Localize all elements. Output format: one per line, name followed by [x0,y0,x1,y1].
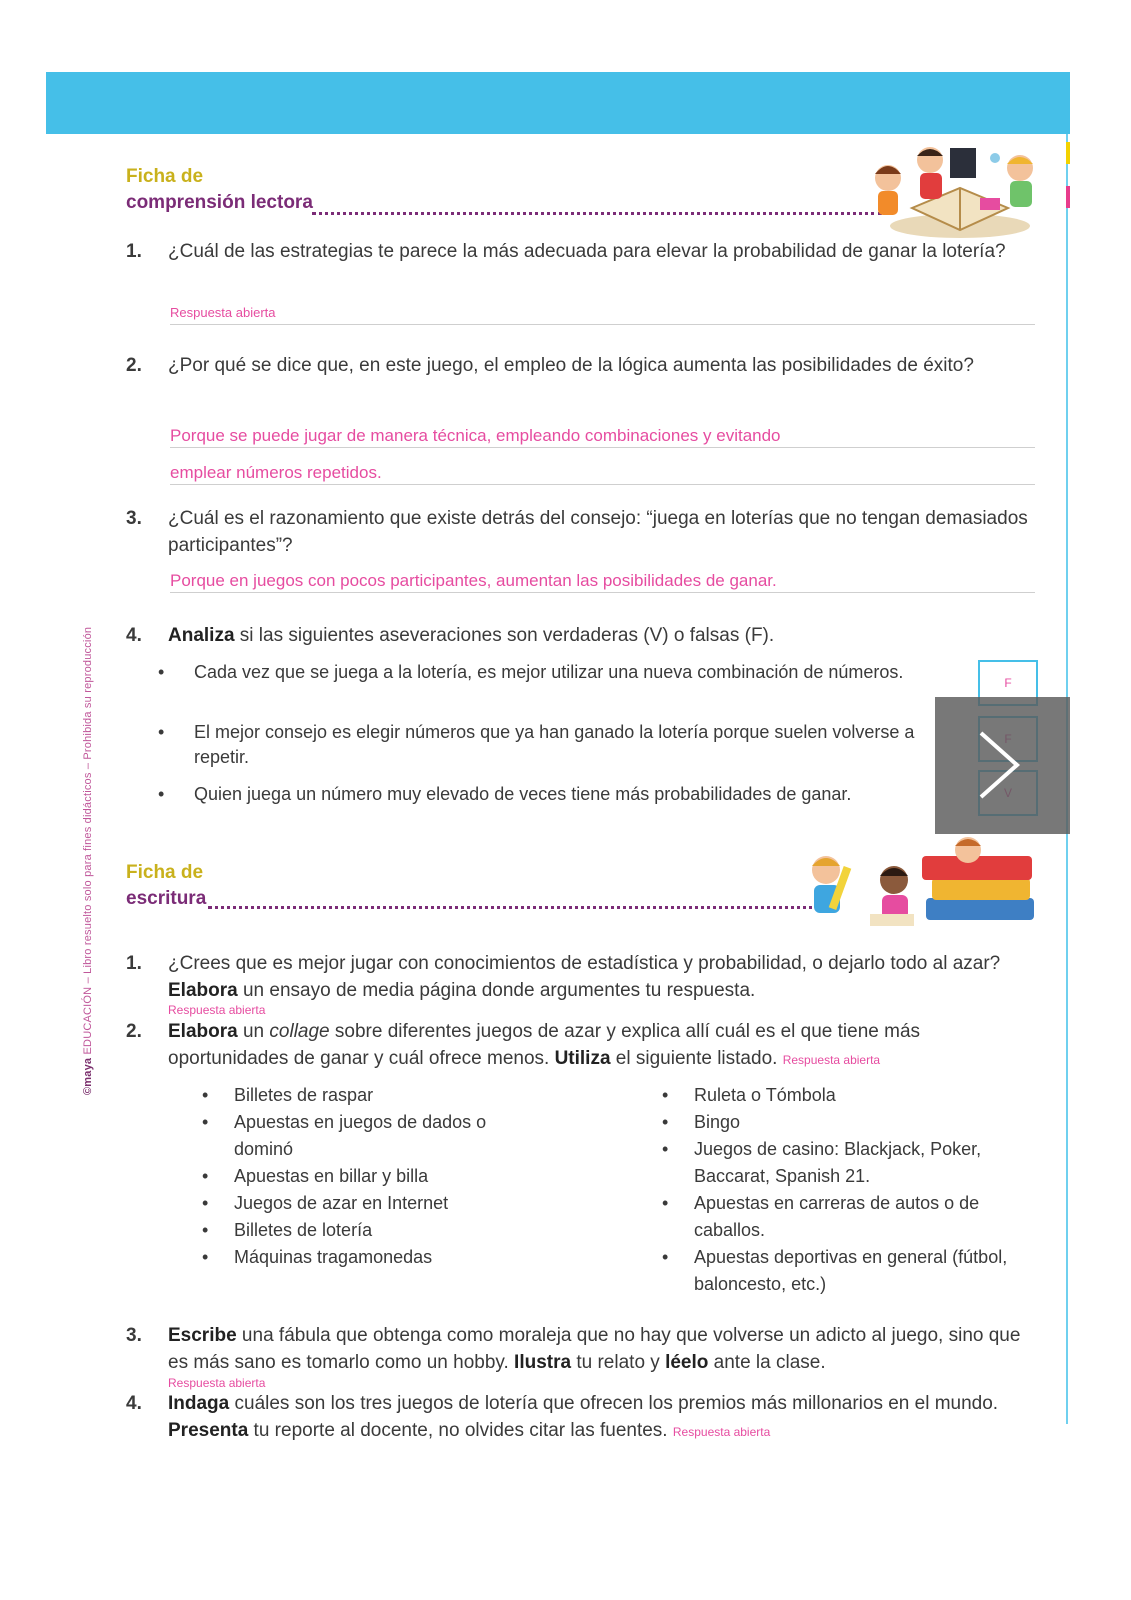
section-title-line2: comprensión lectora [126,192,313,213]
list-item: • Apuestas en carreras de autos o de caballos. [662,1193,980,1240]
question-3-comprension [126,505,1036,559]
list-item-text: Billetes de lotería [234,1220,373,1240]
list-item: • Máquinas tragamonedas [202,1247,433,1267]
question-text-part: una fábula que obtenga como moraleja que no hay que volverse un adicto al juego, sino que es más sano es tomarlo como un hobby. [168,1325,1021,1373]
question-1-escritura [126,950,1036,1004]
publisher-brand: ©maya [82,1057,94,1095]
list-item-text: Apuestas en juegos de dados o dominó [234,1112,487,1159]
list-item: • Ruleta o Tómbola [662,1085,836,1105]
statement-text: El mejor consejo es elegir números que ya han ganado la lotería porque suelen volverse a repetir. [194,722,915,767]
title-dotted-rule [312,212,882,215]
list-item-text: Ruleta o Tómbola [694,1085,836,1105]
list-item: • Juegos de azar en Internet [202,1193,449,1213]
next-page-button[interactable] [935,697,1070,834]
list-item-text: Apuestas deportivas en general (fútbol, baloncesto, etc.) [694,1247,1008,1294]
question-text [168,622,1036,649]
question-text: ¿Cuál es el razonamiento que existe detrás del consejo: “juega en loterías que no tengan demasiados participantes”? [168,508,1028,556]
answer-line-2b: emplear números repetidos. [170,462,1035,485]
answer-line-3: Porque en juegos con pocos participantes, aumentan las posibilidades de ganar. [170,570,1035,593]
margin-tab-pink [1066,186,1070,208]
question-text: ¿Cuál de las estrategias te parece la más adecuada para elevar la probabilidad de ganar la lotería? [168,241,1006,262]
true-false-item-1 [158,660,948,685]
question-text-part: un [237,1021,270,1042]
instruction-verb: Utiliza [554,1048,611,1069]
question-text [168,1018,1036,1074]
question-number: 4. [126,1393,142,1414]
chevron-right-icon [975,729,1023,801]
instruction-verb: léelo [665,1352,709,1373]
question-text-part: cuáles son los tres juegos de lotería que ofrecen los premios más millonarios en el mundo. [229,1393,999,1414]
question-1-comprension [126,238,1036,265]
list-item-text: Juegos de azar en Internet [234,1193,449,1213]
question-text-italic: collage [269,1021,330,1042]
question-3-escritura [126,1322,1036,1376]
section-title-line1: Ficha de [126,862,204,883]
list-item-text: Juegos de casino: Blackjack, Poker, Baccarat, Spanish 21. [694,1139,982,1186]
copyright-side-text [82,627,94,1095]
instruction-verb: Ilustra [514,1352,572,1373]
instruction-verb: Analiza [168,625,235,646]
question-text-part: un ensayo de media página donde argumentes tu respuesta. [237,980,756,1001]
answer-note-3: Respuesta abierta [168,1376,266,1390]
list-item-text: Bingo [694,1112,741,1132]
bullet: • [158,784,165,804]
question-number: 1. [126,953,142,974]
question-text [168,1322,1036,1376]
copyright-text: EDUCACIÓN – Libro resuelto solo para fines didácticos – Prohibida su reproducción [82,626,94,1055]
games-list-left [202,1082,542,1271]
instruction-verb: Escribe [168,1325,237,1346]
children-with-books-illustration [796,836,1040,932]
answer-note-4: Respuesta abierta [672,1425,771,1439]
answer-note-2: Respuesta abierta [782,1053,881,1067]
question-text-part: sobre diferentes juegos de azar y explica allí cuál es el que tiene más oportunidades de ganar y cuál ofrece menos. [168,1021,921,1069]
children-reading-illustration [860,138,1050,240]
margin-tab-yellow [1066,142,1070,164]
question-text: ¿Por qué se dice que, en este juego, el empleo de la lógica aumenta las posibilidades de éxito? [168,355,974,376]
statement-text: Cada vez que se juega a la lotería, es mejor utilizar una nueva combinación de números. [194,662,904,682]
instruction-verb: Presenta [168,1420,249,1441]
list-item: • Bingo [662,1112,741,1132]
list-item-text: Apuestas en billar y billa [234,1166,429,1186]
instruction-rest: si las siguientes aseveraciones son verdaderas (V) o falsas (F). [234,625,775,646]
question-text-part: tu reporte al docente, no olvides citar las fuentes. [248,1420,668,1441]
section-title-comprension [126,164,313,216]
list-item-text: Apuestas en carreras de autos o de caballos. [694,1193,980,1240]
question-2-escritura [126,1018,1036,1074]
games-list-right [662,1082,1032,1298]
list-item: • Juegos de casino: Blackjack, Poker, Baccarat, Spanish 21. [662,1139,982,1186]
list-item: • Apuestas en juegos de dados o dominó [202,1112,487,1159]
list-item-text: Billetes de raspar [234,1085,374,1105]
bullet: • [158,662,165,682]
question-4-comprension [126,622,1036,649]
question-number: 2. [126,355,142,376]
list-item: • Apuestas deportivas en general (fútbol, baloncesto, etc.) [662,1247,1008,1294]
instruction-verb: Indaga [168,1393,230,1414]
statement-text: Quien juega un número muy elevado de veces tiene más probabilidades de ganar. [194,784,852,804]
true-false-item-3 [158,782,948,807]
question-number: 3. [126,1325,142,1346]
bullet: • [158,722,165,742]
question-text [168,950,1036,1004]
answer-note-1: Respuesta abierta [168,1003,266,1017]
question-text-part: el siguiente listado. [610,1048,778,1069]
instruction-verb: Elabora [168,980,238,1001]
list-item-text: Máquinas tragamonedas [234,1247,433,1267]
answer-box-1[interactable]: F [978,660,1038,706]
question-4-escritura [126,1390,1036,1446]
section-title-escritura [126,860,206,912]
list-item: • Billetes de lotería [202,1220,373,1240]
question-text-part: ¿Crees que es mejor jugar con conocimientos de estadística y probabilidad, o dejarlo todo al azar? [168,953,1001,974]
answer-line-1: Respuesta abierta [170,302,1035,325]
header-band [46,72,1070,134]
question-text-part: tu relato y [571,1352,666,1373]
section-title-line2: escritura [126,888,207,909]
question-2-comprension [126,352,1036,379]
list-item: • Billetes de raspar [202,1085,374,1105]
answer-line-2a: Porque se puede jugar de manera técnica, empleando combinaciones y evitando [170,425,1035,448]
question-text-part: ante la clase. [708,1352,826,1373]
question-number: 2. [126,1021,142,1042]
true-false-item-2 [158,720,948,770]
question-number: 4. [126,625,142,646]
question-text [168,1390,1036,1446]
title-dotted-rule [208,906,832,909]
list-item: • Apuestas en billar y billa [202,1166,429,1186]
question-number: 3. [126,508,142,529]
section-title-line1: Ficha de [126,166,204,187]
question-number: 1. [126,241,142,262]
instruction-verb: Elabora [168,1021,238,1042]
